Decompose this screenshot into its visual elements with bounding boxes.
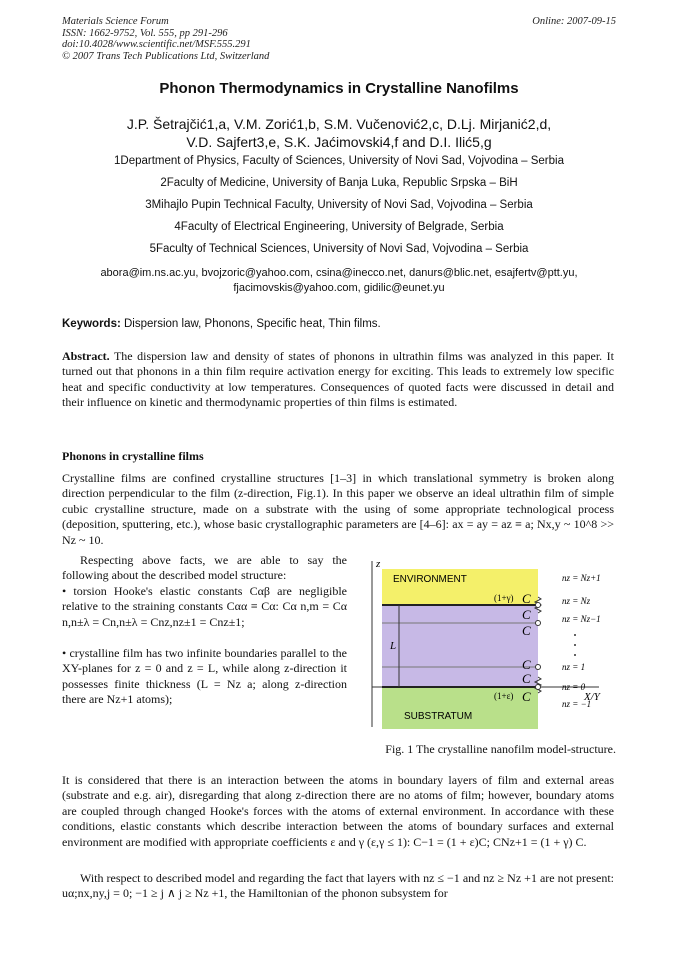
layer-label: nz = Nz+1	[562, 573, 601, 583]
affiliation-4: 4Faculty of Electrical Engineering, University of Belgrade, Serbia	[174, 221, 504, 233]
section-paragraph-2: Respecting above facts, we are able to say the following about the described model structure:	[62, 553, 347, 583]
atom-icon	[536, 685, 541, 690]
keywords-label: Keywords:	[62, 318, 121, 330]
section-paragraph-4: With respect to described model and regarding the fact that layers with nz ≤ −1 and nz ≥ Nz +1 are not present: uα;nx,ny,j = 0; −1 ≥ j ∧ j ≥ Nz +1, the Hamiltonian of the phonon subsystem for	[62, 871, 614, 901]
c-label: C	[522, 671, 531, 686]
atom-icon	[536, 665, 541, 670]
email-line-2: fjacimovskis@yahoo.com, gidilic@eunet.yu	[233, 282, 445, 294]
online-date: Online: 2007-09-15	[532, 16, 616, 27]
bullet-1: • torsion Hooke's elastic constants Cαβ are negligible relative to the straining constants Cαα ≡ Cα: Cα n,m = Cα n,n±λ = Cn,n±λ = Cnz,nz±1 = Cnz±1;	[62, 584, 347, 629]
c-label: C	[522, 689, 531, 704]
bullet-2: • crystalline film has two infinite boundaries parallel to the XY-planes for z = 0 and z = L, while along z-direction it possesses finite thickness (L = Nz a; along z-direction there are Nz+1 atoms);	[62, 646, 347, 707]
layer-label: nz = −1	[562, 699, 592, 709]
layer-label: nz = Nz−1	[562, 614, 601, 624]
affiliation-2: 2Faculty of Medicine, University of Banja Luka, Republic Srpska – BiH	[160, 177, 518, 189]
layer-label: nz = Nz	[562, 596, 591, 606]
substratum-region	[382, 687, 538, 729]
section-paragraph-1: Crystalline films are confined crystalline structures [1–3] in which translational symmetry is broken along direction perpendicular to the film (z-direction, Fig.1). In this paper we observe an ideal ultrathin film of simple cubic crystalline structure, made on a substrate with the using of some appropriate technological process (deposition, sputtering, etc.), whose basic crystallographic parameters are [4–6]: ax = ay = az ≡ a; Nx,y ~ 10^8 >> Nz ~ 10.	[62, 471, 614, 547]
c-label: C	[522, 591, 531, 606]
section-paragraph-3: It is considered that there is an interaction between the atoms in boundary layers of film and external areas (substrate and e.g. air), disregarding that along z-direction there are no atoms of film; however, boundary atoms are coupled through changed Hooke's forces with the atoms of external environment. In accordance with these conditions, elastic constants which describe interaction between the atoms of boundary surfaces and external environment are modified with appropriate coefficients ε and γ (ε,γ ≤ 1): C−1 = (1 + ε)C; CNz+1 = (1 + γ) C.	[62, 773, 614, 849]
layer-label: nz = 1	[562, 662, 586, 672]
gamma-coefficient: (1+γ)	[494, 593, 514, 603]
journal-header	[62, 16, 269, 62]
environment-label: ENVIRONMENT	[393, 574, 467, 585]
author-line-2: V.D. Sajfert3,e, S.K. Jaćimovski4,f and D.I. Ilić5,g	[186, 134, 492, 150]
journal-name: Materials Science Forum	[62, 16, 169, 27]
c-label: C	[522, 623, 531, 638]
section-heading: Phonons in crystalline films	[62, 449, 204, 463]
epsilon-coefficient: (1+ε)	[494, 691, 514, 701]
substratum-label: SUBSTRATUM	[404, 711, 473, 722]
affiliation-3: 3Mihajlo Pupin Technical Faculty, University of Novi Sad, Vojvodina – Serbia	[145, 199, 533, 211]
author-line-1: J.P. Šetrajčić1,a, V.M. Zorić1,b, S.M. Vučenović2,c, D.Lj. Mirjanić2,d,	[126, 116, 552, 132]
atom-icon	[536, 603, 541, 608]
thickness-label: L	[390, 640, 397, 652]
affiliation-1: 1Department of Physics, Faculty of Sciences, University of Novi Sad, Vojvodina – Serbia	[114, 155, 564, 167]
journal-doi: doi:10.4028/www.scientific.net/MSF.555.291	[62, 39, 251, 50]
author-emails	[0, 266, 678, 296]
ellipsis-dot	[574, 644, 576, 646]
figure-1-model-structure	[354, 557, 616, 735]
layer-label: nz = 0	[562, 682, 586, 692]
abstract-text: The dispersion law and density of states of phonons in ultrathin films was analyzed in this paper. It turned out that phonons in a thin film require activation energy for exciting. This leads to extremely low specific heat and specific conductivity at low temperatures. Consequences of quoted facts were discussed in detail and their influence on kinetic and thermodynamic properties of thin films is estimated.	[62, 349, 614, 410]
figure-caption: Fig. 1 The crystalline nanofilm model-structure.	[385, 742, 616, 756]
affiliation-5: 5Faculty of Technical Sciences, University of Novi Sad, Vojvodina – Serbia	[149, 243, 529, 255]
keywords-text: Dispersion law, Phonons, Specific heat, Thin films.	[124, 318, 381, 330]
z-axis-label: z	[376, 558, 381, 570]
c-label: C	[522, 607, 531, 622]
ellipsis-dot	[574, 654, 576, 656]
author-list	[0, 115, 678, 151]
email-line-1: abora@im.ns.ac.yu, bvojzoric@yahoo.com, csina@inecco.net, danurs@blic.net, esajfertv@ptt.yu,	[100, 267, 578, 279]
journal-issn: ISSN: 1662-9752, Vol. 555, pp 291-296	[62, 27, 228, 39]
xy-axis-label: X/Y	[584, 691, 600, 703]
journal-copyright: © 2007 Trans Tech Publications Ltd, Switzerland	[62, 50, 270, 62]
abstract	[62, 349, 614, 411]
c-label: C	[522, 657, 531, 672]
ellipsis-dot	[574, 634, 576, 636]
abstract-label: Abstract.	[62, 349, 110, 363]
paper-title: Phonon Thermodynamics in Crystalline Nanofilms	[159, 80, 519, 97]
atom-icon	[536, 621, 541, 626]
film-region	[382, 605, 538, 687]
keywords	[62, 318, 381, 330]
